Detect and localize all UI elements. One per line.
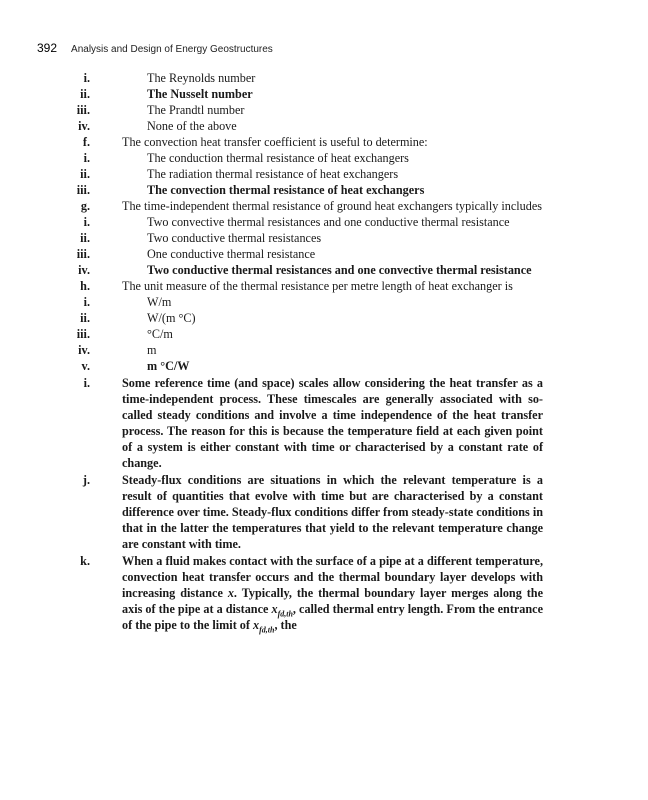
f-option-ii-text: The radiation thermal resistance of heat exchangers bbox=[147, 167, 399, 181]
e-option-iv-label: iv. bbox=[78, 119, 90, 133]
question-h bbox=[80, 278, 543, 294]
h-option-iii bbox=[76, 326, 543, 342]
h-option-v bbox=[81, 358, 543, 374]
k-text-part-3: , called thermal entry length. From the entrance of the pipe to the limit of bbox=[122, 602, 543, 632]
h-option-iv-label: iv. bbox=[78, 343, 90, 357]
question-g-label: g. bbox=[80, 199, 90, 213]
g-option-iii-label: iii. bbox=[76, 247, 90, 261]
g-option-ii-text: Two conductive thermal resistances bbox=[147, 231, 322, 245]
running-header bbox=[37, 40, 597, 56]
statement-k-label: k. bbox=[80, 554, 90, 568]
question-g-text: The time-independent thermal resistance of ground heat exchangers typically includes bbox=[122, 199, 542, 213]
subscript-fd-th: fd,th bbox=[277, 609, 293, 619]
statement-i-text: Some reference time (and space) scales allow considering the heat transfer as a time-independent process. These timescales are generally associated with so-called steady conditions and involve a time independence of the heat transfer process. The reason for this is because the temperature field at each given point of a system is either constant with time or characterised by a constant rate of change. bbox=[122, 376, 543, 470]
h-option-ii bbox=[80, 310, 543, 326]
f-option-i-label: i. bbox=[83, 151, 90, 165]
g-option-iv bbox=[78, 262, 543, 278]
f-option-ii-label: ii. bbox=[80, 167, 90, 181]
f-option-iii-label: iii. bbox=[76, 183, 90, 197]
statement-j-label: j. bbox=[82, 473, 90, 487]
h-option-v-text: m °C/W bbox=[147, 359, 190, 373]
question-f bbox=[82, 134, 543, 150]
g-option-i-text: Two convective thermal resistances and one conductive thermal resistance bbox=[147, 215, 510, 229]
k-text-part-1: When a fluid makes contact with the surface of a pipe at a different temperature, convection heat transfer occurs and the thermal boundary layer develops with increasing distance bbox=[122, 554, 543, 600]
page-number: 392 bbox=[37, 41, 58, 55]
g-option-i bbox=[83, 214, 543, 230]
h-option-v-label: v. bbox=[81, 359, 90, 373]
g-option-iii bbox=[76, 246, 543, 262]
f-option-iii bbox=[76, 182, 543, 198]
question-h-text: The unit measure of the thermal resistance per metre length of heat exchanger is bbox=[122, 279, 513, 293]
subscript-fd-th-2: fd,th bbox=[259, 625, 275, 635]
e-option-iii-text: The Prandtl number bbox=[147, 103, 245, 117]
e-option-ii bbox=[80, 86, 543, 102]
e-option-i-text: The Reynolds number bbox=[147, 71, 256, 85]
g-option-i-label: i. bbox=[83, 215, 90, 229]
f-option-iii-text: The convection thermal resistance of heat exchangers bbox=[147, 183, 425, 197]
h-option-iv-text: m bbox=[147, 343, 157, 357]
h-option-i-label: i. bbox=[83, 295, 90, 309]
e-option-ii-label: ii. bbox=[80, 87, 90, 101]
k-text-part-2: . Typically, the thermal boundary layer merges along the axis of the pipe at a distance bbox=[122, 586, 543, 616]
f-option-i-text: The conduction thermal resistance of heat exchangers bbox=[147, 151, 409, 165]
e-option-iv-text: None of the above bbox=[147, 119, 237, 133]
e-option-iii-label: iii. bbox=[76, 103, 90, 117]
variable-x-fd-th-2: x bbox=[253, 618, 260, 632]
h-option-ii-label: ii. bbox=[80, 311, 90, 325]
g-option-iv-text: Two conductive thermal resistances and one convective thermal resistance bbox=[147, 263, 532, 277]
e-option-iv bbox=[78, 118, 543, 134]
e-option-i-label: i. bbox=[83, 71, 90, 85]
f-option-i bbox=[83, 150, 543, 166]
variable-x-fd-th: x bbox=[271, 602, 278, 616]
g-option-ii bbox=[80, 230, 543, 246]
question-f-label: f. bbox=[82, 135, 90, 149]
statement-k-text bbox=[122, 553, 543, 633]
book-title: Analysis and Design of Energy Geostructures bbox=[71, 44, 273, 55]
variable-x: x bbox=[227, 586, 234, 600]
g-option-iii-text: One conductive thermal resistance bbox=[147, 247, 316, 261]
g-option-ii-label: ii. bbox=[80, 231, 90, 245]
k-text-part-4: , the bbox=[274, 618, 297, 632]
page-body bbox=[76, 70, 543, 635]
statement-i-label: i. bbox=[83, 376, 90, 390]
e-option-iii bbox=[76, 102, 543, 118]
h-option-i bbox=[83, 294, 543, 310]
statement-k bbox=[80, 553, 543, 635]
statement-j-text: Steady-flux conditions are situations in which the relevant temperature is a result of quantities that evolve with time but are characterised by a constant difference over time. Steady-flux conditions differ from steady-state conditions in that in the latter the temperatures that yield to the relevant temperature change are constant with time. bbox=[122, 473, 543, 551]
question-h-label: h. bbox=[80, 279, 90, 293]
g-option-iv-label: iv. bbox=[78, 263, 90, 277]
h-option-ii-text: W/(m °C) bbox=[147, 311, 196, 325]
statement-i bbox=[83, 375, 543, 471]
question-f-text: The convection heat transfer coefficient is useful to determine: bbox=[122, 135, 428, 149]
e-option-i bbox=[83, 70, 543, 86]
e-option-ii-text: The Nusselt number bbox=[147, 87, 253, 101]
h-option-iii-label: iii. bbox=[76, 327, 90, 341]
f-option-ii bbox=[80, 166, 543, 182]
statement-j bbox=[82, 472, 543, 552]
h-option-iii-text: °C/m bbox=[147, 327, 173, 341]
question-g bbox=[80, 198, 543, 214]
h-option-i-text: W/m bbox=[147, 295, 172, 309]
h-option-iv bbox=[78, 342, 543, 358]
